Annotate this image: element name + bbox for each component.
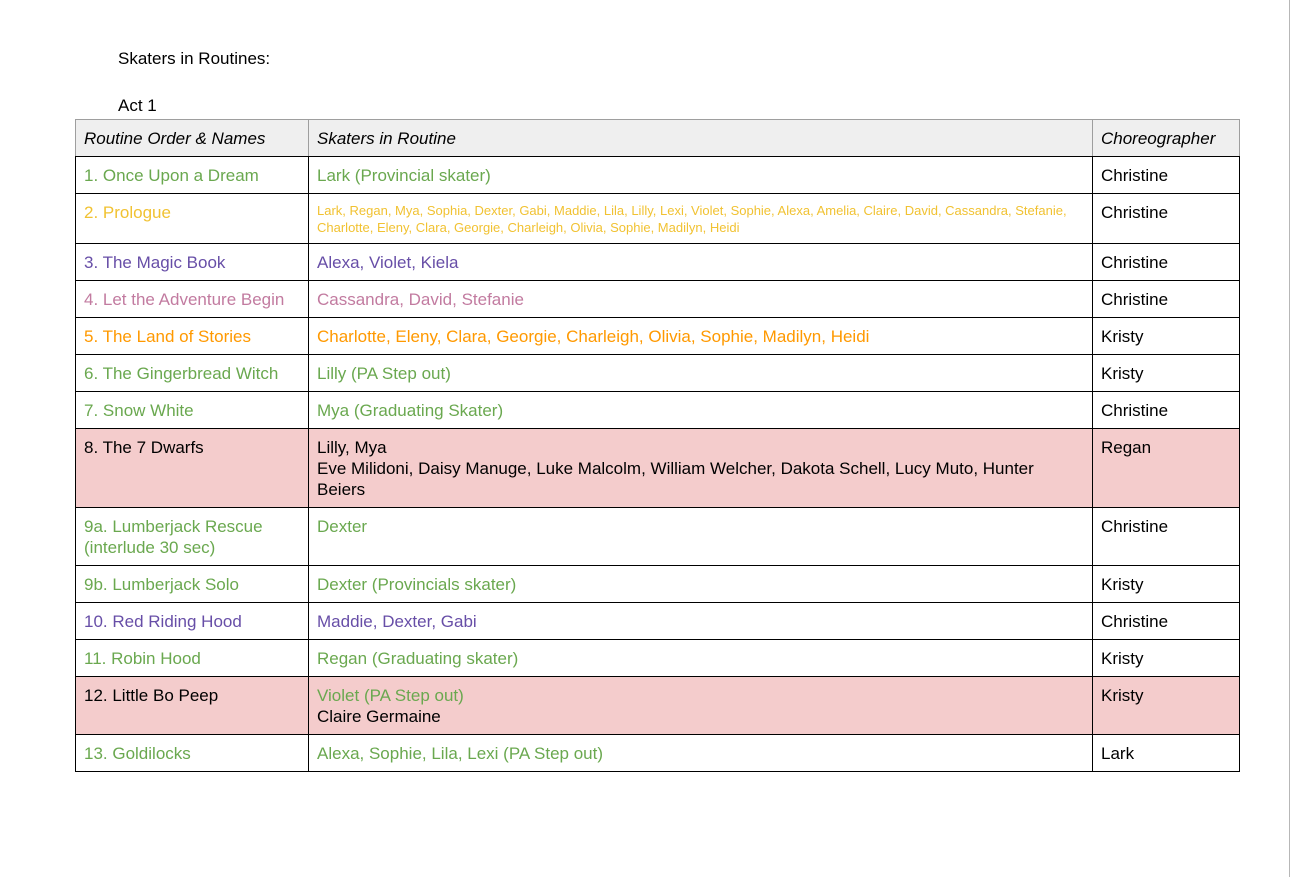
choreographer-cell: Kristy xyxy=(1093,566,1240,603)
skaters-line: Claire Germaine xyxy=(317,707,441,726)
choreographer-cell: Kristy xyxy=(1093,318,1240,355)
skaters-cell: Regan (Graduating skater) xyxy=(309,640,1093,677)
skaters-cell: Dexter xyxy=(309,508,1093,566)
table-row xyxy=(76,640,1240,677)
routines-table xyxy=(75,119,1240,772)
routine-name: 2. Prologue xyxy=(76,194,309,244)
skaters-cell: Lilly (PA Step out) xyxy=(309,355,1093,392)
table-row xyxy=(76,318,1240,355)
skaters-cell xyxy=(309,429,1093,508)
skaters-line: Violet (PA Step out) xyxy=(317,686,464,705)
routine-name: 9a. Lumberjack Rescue (interlude 30 sec) xyxy=(76,508,309,566)
choreographer-cell: Kristy xyxy=(1093,355,1240,392)
choreographer-cell: Regan xyxy=(1093,429,1240,508)
skaters-line: Eve Milidoni, Daisy Manuge, Luke Malcolm, William Welcher, Dakota Schell, Lucy Muto, Hunter Beiers xyxy=(317,459,1034,499)
skaters-line: Lilly, Mya xyxy=(317,438,387,457)
table-row xyxy=(76,281,1240,318)
table-row xyxy=(76,508,1240,566)
choreographer-cell: Kristy xyxy=(1093,677,1240,735)
routine-name: 12. Little Bo Peep xyxy=(76,677,309,735)
routine-name: 11. Robin Hood xyxy=(76,640,309,677)
table-header-row xyxy=(76,120,1240,157)
table-row xyxy=(76,194,1240,244)
table-row xyxy=(76,735,1240,772)
table-row xyxy=(76,157,1240,194)
table-row xyxy=(76,566,1240,603)
skaters-cell: Charlotte, Eleny, Clara, Georgie, Charleigh, Olivia, Sophie, Madilyn, Heidi xyxy=(309,318,1093,355)
table-row xyxy=(76,603,1240,640)
routine-name: 6. The Gingerbread Witch xyxy=(76,355,309,392)
routine-name: 7. Snow White xyxy=(76,392,309,429)
table-row xyxy=(76,355,1240,392)
skaters-cell: Mya (Graduating Skater) xyxy=(309,392,1093,429)
skaters-cell xyxy=(309,194,1093,244)
skaters-cell: Alexa, Violet, Kiela xyxy=(309,244,1093,281)
choreographer-cell: Lark xyxy=(1093,735,1240,772)
table-row xyxy=(76,244,1240,281)
routine-name: 8. The 7 Dwarfs xyxy=(76,429,309,508)
choreographer-cell: Christine xyxy=(1093,603,1240,640)
choreographer-cell: Christine xyxy=(1093,244,1240,281)
routine-name: 13. Goldilocks xyxy=(76,735,309,772)
choreographer-cell: Christine xyxy=(1093,157,1240,194)
choreographer-cell: Christine xyxy=(1093,392,1240,429)
routine-name: 1. Once Upon a Dream xyxy=(76,157,309,194)
routine-name: 9b. Lumberjack Solo xyxy=(76,566,309,603)
choreographer-cell: Kristy xyxy=(1093,640,1240,677)
routine-name: 3. The Magic Book xyxy=(76,244,309,281)
skaters-cell: Alexa, Sophie, Lila, Lexi (PA Step out) xyxy=(309,735,1093,772)
table-row xyxy=(76,392,1240,429)
document-title: Skaters in Routines: xyxy=(118,49,271,68)
skaters-cell: Cassandra, David, Stefanie xyxy=(309,281,1093,318)
table-row-highlighted xyxy=(76,677,1240,735)
choreographer-cell: Christine xyxy=(1093,508,1240,566)
table-row-highlighted xyxy=(76,429,1240,508)
skaters-cell: Dexter (Provincials skater) xyxy=(309,566,1093,603)
column-header-skaters: Skaters in Routine xyxy=(309,120,1093,157)
skaters-cell xyxy=(309,677,1093,735)
choreographer-cell: Christine xyxy=(1093,194,1240,244)
choreographer-cell: Christine xyxy=(1093,281,1240,318)
column-header-choreographer: Choreographer xyxy=(1093,120,1240,157)
act-heading: Act 1 xyxy=(118,96,157,115)
skaters-list: Lark, Regan, Mya, Sophia, Dexter, Gabi, Maddie, Lila, Lilly, Lexi, Violet, Sophie, Alexa, Amelia, Claire, David, Cassandra, Stefanie, Charlotte, Eleny, Clara, Georgie, Charleigh, Olivia, Sophie, Madilyn, Heidi xyxy=(317,203,1067,235)
column-header-routine: Routine Order & Names xyxy=(76,120,309,157)
routine-name: 5. The Land of Stories xyxy=(76,318,309,355)
routine-name: 10. Red Riding Hood xyxy=(76,603,309,640)
skaters-cell: Maddie, Dexter, Gabi xyxy=(309,603,1093,640)
skaters-cell: Lark (Provincial skater) xyxy=(309,157,1093,194)
routine-name: 4. Let the Adventure Begin xyxy=(76,281,309,318)
